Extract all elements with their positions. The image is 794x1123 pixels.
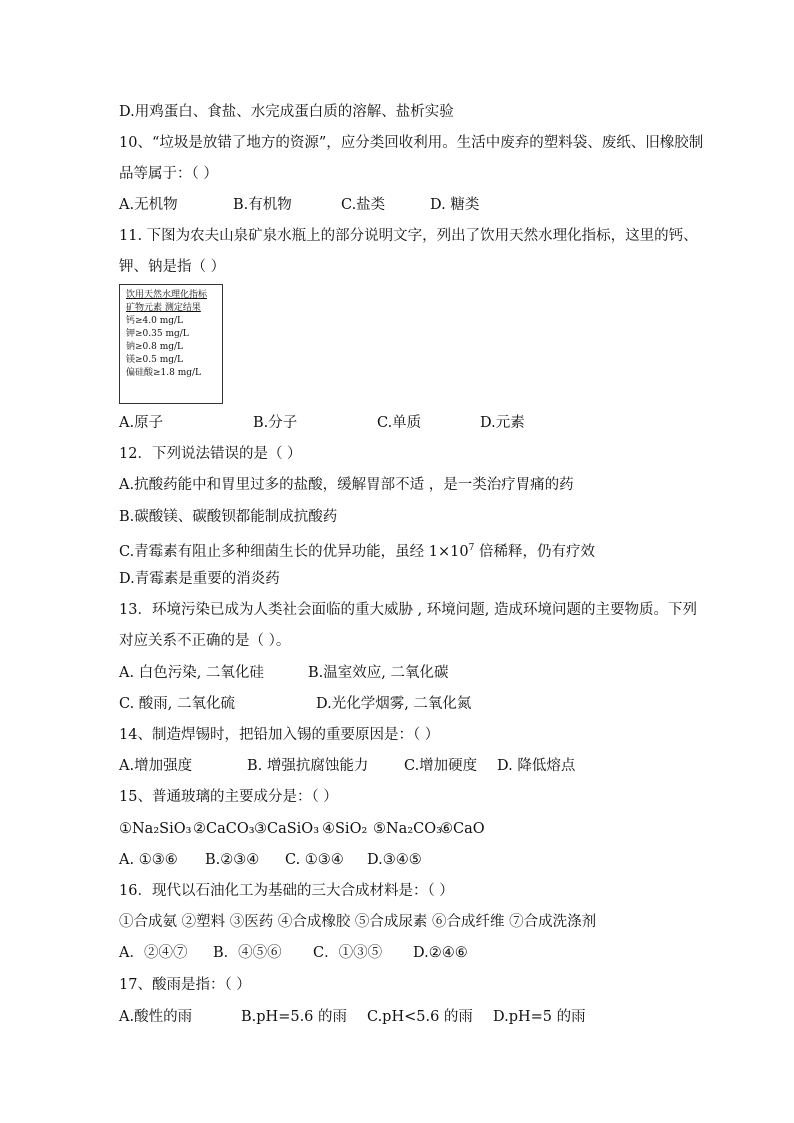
q14-option-d: D. 降低熔点 xyxy=(497,758,576,774)
q16-items: ①合成氨 ②塑料 ③医药 ④合成橡胶 ⑤合成尿素 ⑥合成纤维 ⑦合成洗涤剂 xyxy=(119,914,597,930)
q11-option-a: A.原子 xyxy=(119,415,164,431)
q15-item-1: ①Na₂SiO₃ xyxy=(119,821,192,837)
q14-options xyxy=(119,756,679,776)
q15-item-6: ⑥CaO xyxy=(440,821,485,837)
label-subtitle: 矿物元素 测定结果 xyxy=(126,303,201,313)
q14-stem: 14、制造焊锡时，把铅加入锡的重要原因是：（ ） xyxy=(119,727,440,743)
q15-item-2: ②CaCO₃ xyxy=(193,821,255,837)
q17-option-a: A.酸性的雨 xyxy=(119,1009,193,1025)
q12-option-c-exponent: 7 xyxy=(468,543,475,553)
q10-option-a: A.无机物 xyxy=(119,197,178,213)
q15-item-4: ④SiO₂ xyxy=(322,821,368,837)
q11-option-b: B.分子 xyxy=(253,415,298,431)
q17-options xyxy=(119,1007,679,1027)
q13-option-d: D.光化学烟雾, 二氧化氮 xyxy=(316,696,472,712)
q15-option-d: D.③④⑤ xyxy=(367,852,422,868)
q17-option-b: B.pH=5.6 的雨 xyxy=(241,1009,348,1025)
q16-stem: 16．现代以石油化工为基础的三大合成材料是：（ ） xyxy=(119,883,454,899)
q13-options-row2 xyxy=(119,694,679,714)
q16-option-a: A．②④⑦ xyxy=(119,945,188,961)
q15-item-5: ⑤Na₂CO₃ xyxy=(373,821,442,837)
label-row: 钠≥0.8 mg/L xyxy=(126,342,184,352)
q10-option-d: D. 糖类 xyxy=(430,197,480,213)
q13-stem-line1: 13．环境污染已成为人类社会面临的重大威胁 , 环境问题, 造成环境问题的主要物质。下列 xyxy=(119,602,697,618)
q15-options xyxy=(119,850,679,870)
label-row: 偏硅酸≥1.8 mg/L xyxy=(126,368,202,378)
q16-option-b: B．④⑤⑥ xyxy=(213,945,282,961)
q15-stem: 15、普通玻璃的主要成分是：（ ） xyxy=(119,789,338,805)
q11-options xyxy=(119,413,679,433)
label-row: 钙≥4.0 mg/L xyxy=(126,316,184,326)
q15-option-c: C. ①③④ xyxy=(285,852,344,868)
q17-option-c: C.pH<5.6 的雨 xyxy=(367,1009,473,1025)
q17-stem: 17、酸雨是指：（ ） xyxy=(119,977,251,993)
q16-options xyxy=(119,943,679,963)
q13-option-c: C. 酸雨, 二氧化硫 xyxy=(119,696,236,712)
q15-option-a: A. ①③⑥ xyxy=(119,852,178,868)
q11-option-d: D.元素 xyxy=(480,415,525,431)
q15-option-b: B.②③④ xyxy=(205,852,260,868)
q14-option-b: B. 增强抗腐蚀能力 xyxy=(247,758,369,774)
q13-option-b: B.温室效应, 二氧化碳 xyxy=(308,665,449,681)
q13-options-row1 xyxy=(119,663,679,683)
q12-option-b: B.碳酸镁、碳酸钡都能制成抗酸药 xyxy=(119,509,338,525)
q14-option-a: A.增加强度 xyxy=(119,758,193,774)
label-row: 钾≥0.35 mg/L xyxy=(126,329,189,339)
q12-stem: 12．下列说法错误的是（ ） xyxy=(119,446,302,462)
q17-option-d: D.pH=5 的雨 xyxy=(493,1009,586,1025)
q12-option-d: D.青霉素是重要的消炎药 xyxy=(119,571,280,587)
mineral-water-label xyxy=(119,284,223,404)
q10-options xyxy=(119,195,679,215)
q9-option-d: D.用鸡蛋白、食盐、水完成蛋白质的溶解、盐析实验 xyxy=(119,104,454,120)
q11-stem-line1: 11. 下图为农夫山泉矿泉水瓶上的部分说明文字，列出了饮用天然水理化指标，这里的钙、 xyxy=(119,228,698,244)
q14-option-c: C.增加硬度 xyxy=(404,758,478,774)
label-row: 镁≥0.5 mg/L xyxy=(126,355,184,365)
q15-items xyxy=(119,819,679,839)
q13-option-a: A. 白色污染, 二氧化硅 xyxy=(119,665,264,681)
label-title: 饮用天然水理化指标 xyxy=(126,290,208,300)
q16-option-d: D.②④⑥ xyxy=(413,945,468,961)
q10-stem-line2: 品等属于：（ ） xyxy=(119,166,218,182)
q13-stem-line2: 对应关系不正确的是（ ）。 xyxy=(119,633,291,649)
q12-option-c xyxy=(119,538,595,562)
q12-option-a: A.抗酸药能中和胃里过多的盐酸，缓解胃部不适 ，是一类治疗胃痛的药 xyxy=(119,477,574,493)
q11-option-c: C.单质 xyxy=(377,415,422,431)
q16-option-c: C．①③⑤ xyxy=(313,945,383,961)
q10-option-b: B.有机物 xyxy=(233,197,292,213)
q10-stem-line1: 10、“垃圾是放错了地方的资源”，应分类回收利用。生活中废弃的塑料袋、废纸、旧橡胶制 xyxy=(119,135,704,151)
q15-item-3: ③CaSiO₃ xyxy=(254,821,320,837)
q12-option-c-text-end: 倍稀释，仍有疗效 xyxy=(474,543,595,560)
q12-option-c-text: C.青霉素有阻止多种细菌生长的优异功能，虽经 1×10 xyxy=(119,543,469,560)
q10-option-c: C.盐类 xyxy=(341,197,386,213)
q11-stem-line2: 钾、钠是指（ ） xyxy=(119,259,226,275)
